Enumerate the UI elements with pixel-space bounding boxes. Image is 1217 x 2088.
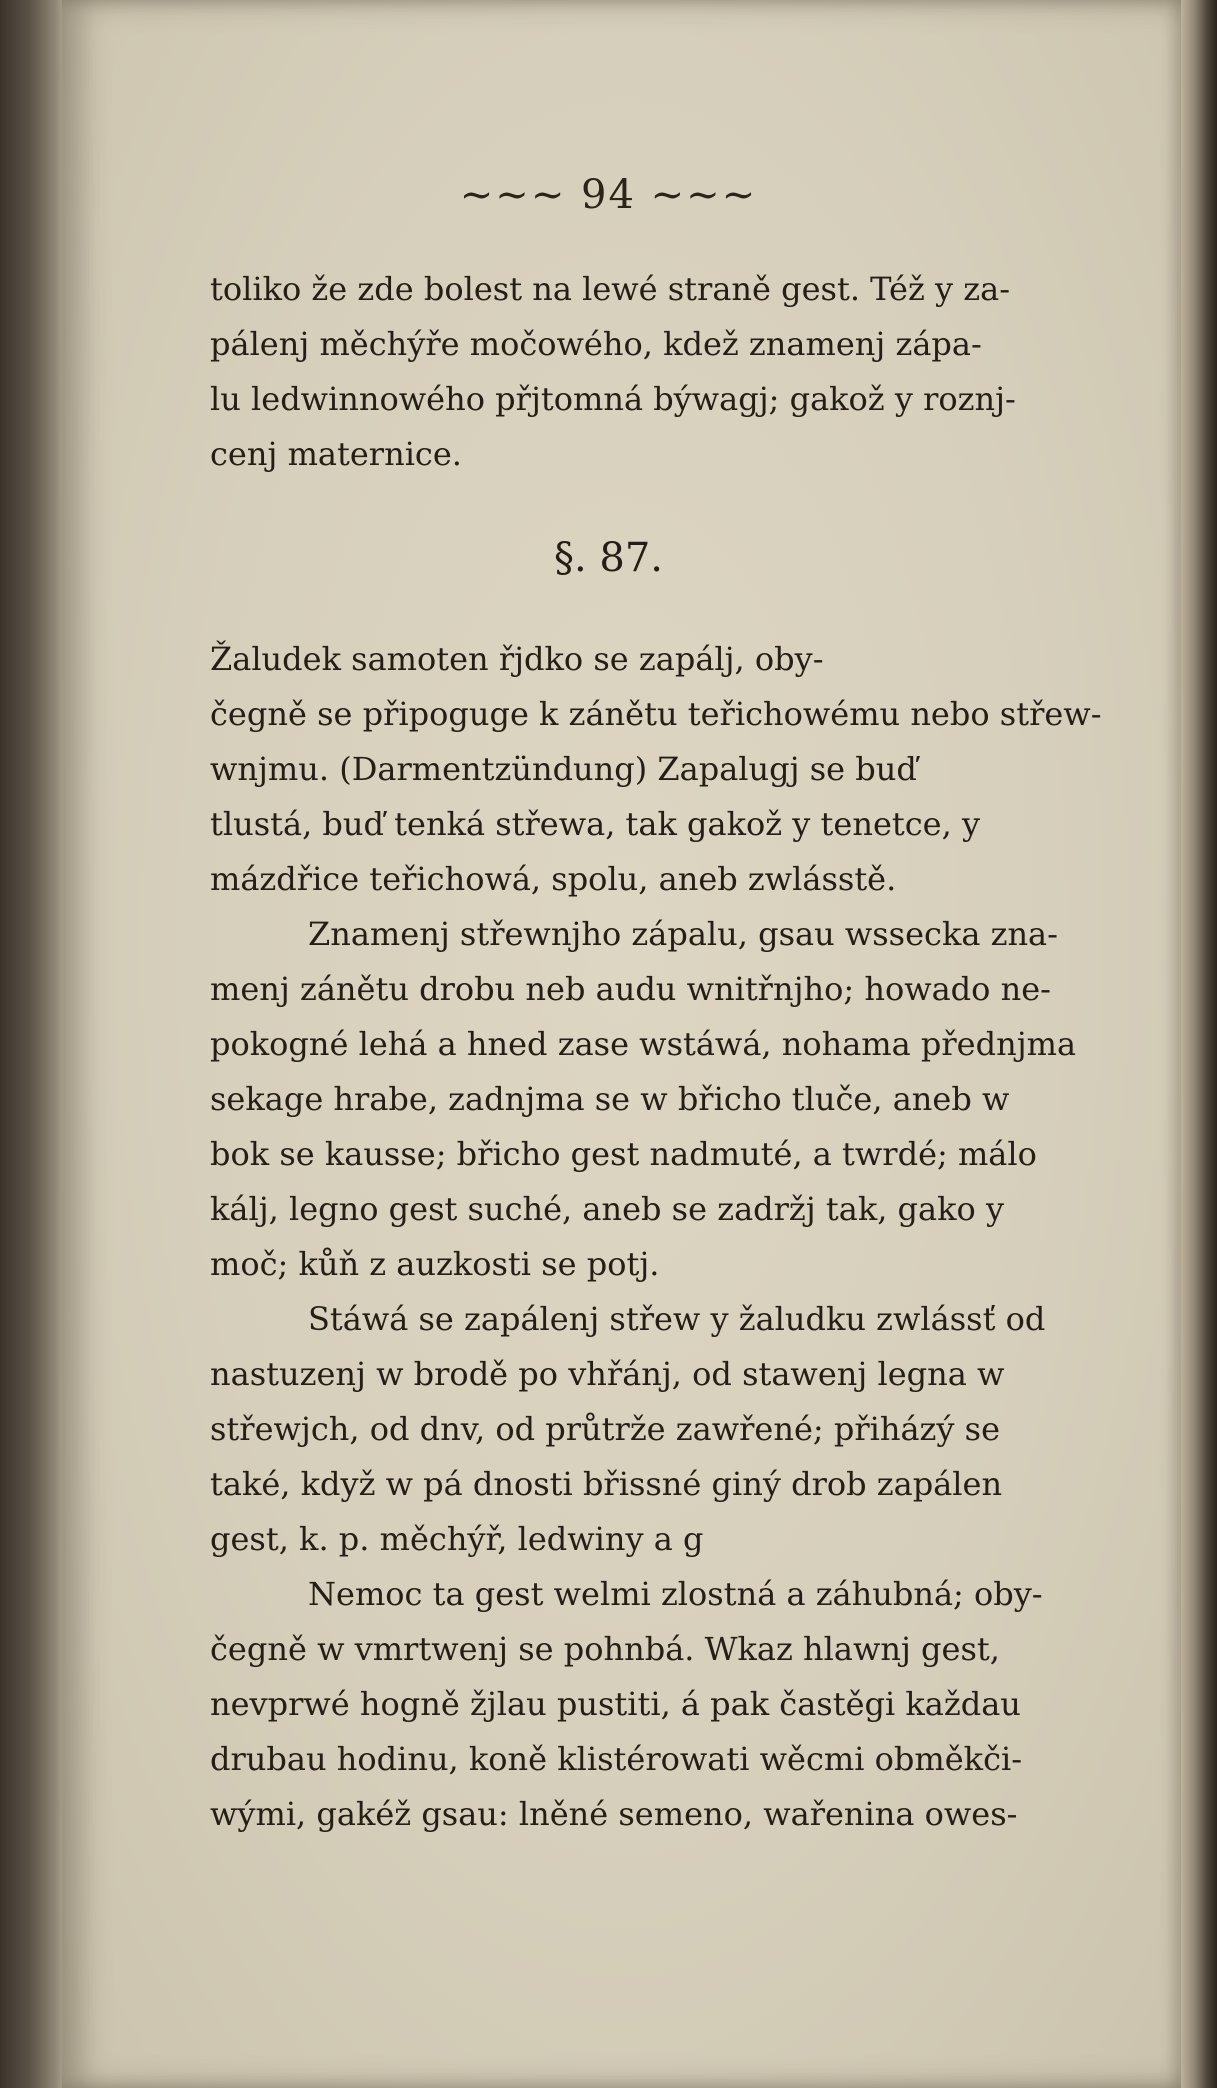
text-line: Nemoc ta gest welmi zlostná a záhubná; oby-	[308, 1575, 1043, 1613]
text-line: Znamenj střewnjho zápalu, gsau wssecka zna-	[308, 915, 1058, 953]
text-line: pálenj měchýře močowého, kdež znamenj zápa-	[210, 325, 982, 363]
page-edge-shadow	[1181, 0, 1217, 2088]
text-line: gest, k. p. měchýř, ledwiny a g	[210, 1520, 704, 1558]
section-heading: §. 87.	[553, 535, 664, 581]
text-line: menj zánětu drobu neb audu wnitřnjho; howado ne-	[210, 970, 1051, 1008]
text-line: Stáwá se zapálenj střew y žaludku zwlássť od	[308, 1300, 1046, 1338]
text-line: mázdřice teřichowá, spolu, aneb zwlásstě.	[210, 860, 897, 898]
section-body	[210, 632, 1130, 1842]
text-line: čegně se připoguge k zánětu teřichowému nebo střew-	[210, 695, 1102, 733]
text-line: lu ledwinnowého přjtomná býwagj; gakož y roznj-	[210, 380, 1016, 418]
text-line: wnjmu. (Darmentzündung) Zapalugj se buď	[210, 750, 917, 788]
text-line: střewjch, od dnv, od průtrže zawřené; přiházý se	[210, 1410, 1001, 1448]
text-line: wými, gakéž gsau: lněné semeno, wařenina owes-	[210, 1795, 1018, 1833]
text-line: také, když w pá dnosti břissné giný drob zapálen	[210, 1465, 1003, 1503]
text-line: bok se kausse; břicho gest nadmuté, a twrdé; málo	[210, 1135, 1037, 1173]
text-line: pokogné lehá a hned zase wstáwá, nohama přednjma	[210, 1025, 1077, 1063]
text-line: sekage hrabe, zadnjma se w břicho tluče, aneb w	[210, 1080, 1010, 1118]
paragraph-continued	[210, 262, 1130, 482]
text-line: tlustá, buď tenká střewa, tak gakož y tenetce, y	[210, 805, 981, 843]
page-number-header: ~~~ 94 ~~~	[459, 172, 758, 218]
text-line: drubau hodinu, koně klistérowati wěcmi obměkči-	[210, 1740, 1023, 1778]
text-line: toliko že zde bolest na lewé straně gest. Též y za-	[210, 270, 1010, 308]
text-line: kálj, legno gest suché, aneb se zadržj tak, gako y	[210, 1190, 1005, 1228]
text-line: cenj maternice.	[210, 435, 462, 473]
text-line: nastuzenj w brodě po vhřánj, od stawenj legna w	[210, 1355, 1005, 1393]
text-line: nevprwé hogně žjlau pustiti, á pak častěgi každau	[210, 1685, 1021, 1723]
text-line: Žaludek samoten řjdko se zapálj, oby-	[210, 640, 824, 678]
text-line: čegně w vmrtwenj se pohnbá. Wkaz hlawnj gest,	[210, 1630, 1000, 1668]
text-line: moč; kůň z auzkosti se potj.	[210, 1245, 660, 1283]
